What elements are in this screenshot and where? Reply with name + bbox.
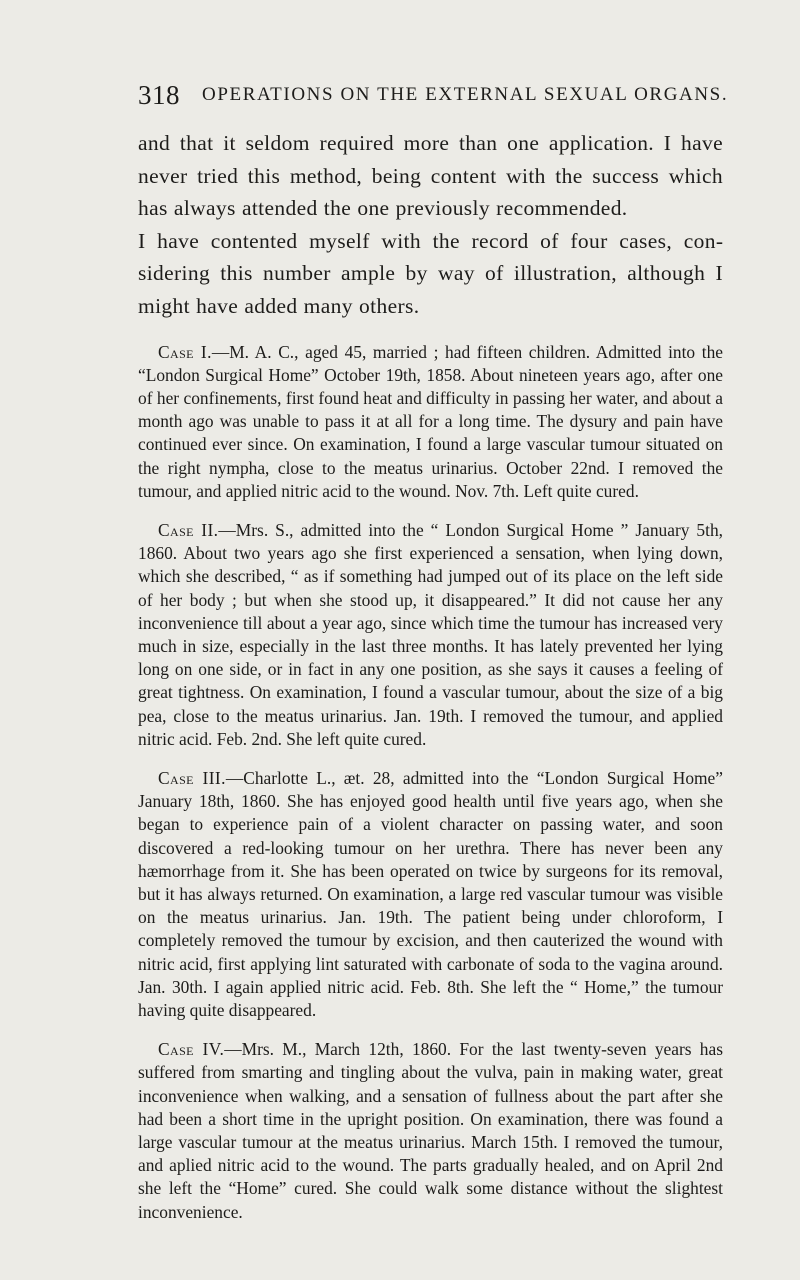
case-paragraph [138,519,723,751]
case-text: —Charlotte L., æt. 28, admitted into the “London Surgical Home” January 18th, 1860. She has enjoyed good health until five years ago, when she began to experience pain of a violent character on passing water, and soon discovered a red-looking tumour on her urethra. There has never been any hæmorrhage from it. She has been operated on twice by surgeons for its removal, but it has always returned. On examination, a large red vascular tumour was visible on the meatus urinarius. Jan. 19th. The patient being under chloroform, I completely removed the tumour by excision, and then cauterized the wound with nitric acid, first applying lint saturated with carbonate of soda to the vagina around. Jan. 30th. I again applied nitric acid. Feb. 8th. She left the “ Home,” the tumour having quite disappeared. [138,768,723,1021]
body-text [138,127,723,1240]
case-text: —Mrs. S., admitted into the “ London Surgical Home ” January 5th, 1860. About two years ago she first experienced a sensation, when lying down, which she described, “ as if something had jumped out of its place on the left side of her body ; but when she stood up, it disappeared.” It did not cause her any inconvenience till about a year ago, since which time the tumour has increased very much in size, especially in the last three months. It has lately prevented her lying long on one side, or in fact in any one position, as she says it causes a feeling of great tightness. On examination, I found a vascular tumour, about the size of a big pea, close to the meatus urinarius. Jan. 19th. I removed the tumour, and applied nitric acid. Feb. 2nd. She left quite cured. [138,519,723,749]
intro-paragraph: and that it seldom required more than one application. I have never tried this method, being content with the success which has always attended the one previously recommended. [138,131,723,221]
intro-text [138,127,723,323]
running-title: OPERATIONS ON THE EXTERNAL SEXUAL ORGANS. [202,84,729,105]
case-label: Case II. [158,519,219,540]
case-label: Case III. [158,768,226,789]
case-label: Case IV. [158,1039,225,1060]
page-number: 318 [138,80,180,110]
case-paragraph [138,1038,723,1224]
case-list [138,341,723,1224]
case-label: Case I. [158,341,212,362]
intro-paragraph: I have contented myself with the record of four cases, considering this number ample by way of illustration, although I might have added many others. [138,228,723,318]
case-text: —M. A. C., aged 45, married ; had fifteen children. Admitted into the “London Surgical Home” October 19th, 1858. About nineteen years ago, after one of her confinements, first found heat and difficulty in passing her water, and about a month ago was unable to pass it at all for a long time. The dysury and pain have continued ever since. On examination, I found a large vascular tumour situated on the right nympha, close to the meatus urinarius. October 22nd. I removed the tumour, and applied nitric acid to the wound. Nov. 7th. Left quite cured. [138,341,723,501]
case-text: —Mrs. M., March 12th, 1860. For the last twenty-seven years has suffered from smarting and tingling about the vulva, pain in making water, great inconvenience when walking, and a sensation of fullness about the part after she had been a short time in the upright position. On examination, there was found a large vascular tumour at the meatus urinarius. March 15th. I removed the tumour, and aplied nitric acid to the wound. The parts gradually healed, and on April 2nd she left the “Home” cured. She could walk some distance without the slightest inconvenience. [138,1039,723,1222]
case-paragraph [138,767,723,1022]
case-paragraph [138,341,723,503]
running-head [138,80,729,120]
